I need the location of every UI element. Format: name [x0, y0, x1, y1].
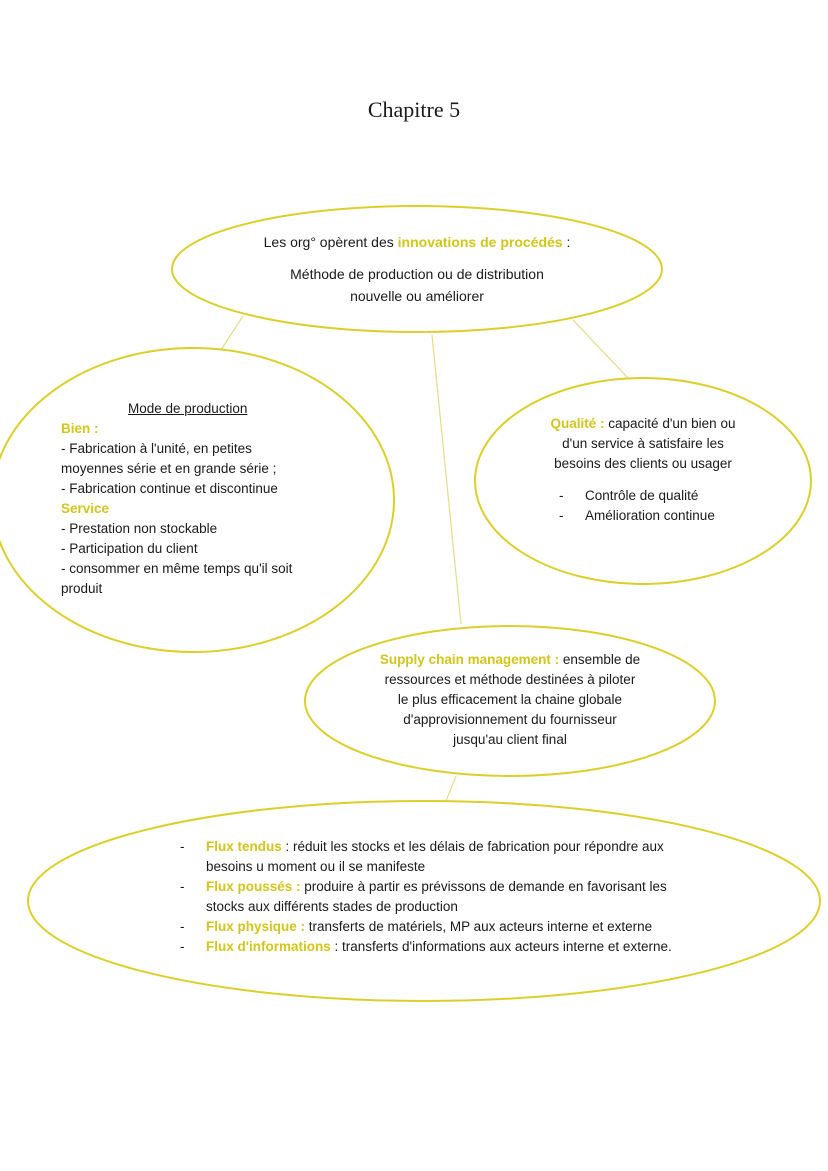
bien-label: Bien : [61, 421, 99, 436]
qualite-line1-text: capacité d'un bien ou [604, 416, 736, 431]
qualite-line2: d'un service à satisfaire les [562, 436, 724, 451]
ellipse-qualite [475, 378, 811, 584]
flux-text: produire à partir es prévissons de demande en favorisant les [300, 879, 667, 894]
flux-item-text [206, 917, 652, 937]
service-item: - consommer en même temps qu'il soit [61, 561, 293, 576]
bien-item: - Fabrication continue et discontinue [61, 481, 278, 496]
qualite-line1 [515, 414, 771, 434]
list-dash: - [180, 839, 185, 854]
flux-label: Flux physique : [206, 919, 306, 934]
supply-line2: ressources et méthode destinées à piloter [384, 672, 636, 687]
innovations-suffix: : [562, 234, 571, 250]
supply-line1-text: ensemble de [559, 652, 641, 667]
production-heading: Mode de production [128, 401, 248, 416]
connector-top-supply [432, 335, 461, 624]
innovations-prefix: Les org° opèrent des [263, 234, 398, 250]
supply-line1 [345, 650, 675, 670]
qualite-list-item [559, 506, 779, 526]
list-dash: - [559, 508, 564, 523]
connector-supply-flux [446, 776, 456, 801]
flux-text: : transferts d'informations aux acteurs interne et externe. [330, 939, 672, 954]
flux-item-text [206, 837, 664, 877]
flux-label: Flux poussés : [206, 879, 301, 894]
supply-line3: le plus efficacement la chaine globale [397, 692, 623, 707]
flux-item [180, 837, 720, 877]
flux-text-cont: besoins u moment ou il se manifeste [206, 859, 426, 874]
flux-list [180, 837, 720, 957]
qualite-text [515, 414, 771, 474]
qualite-list-item [559, 486, 779, 506]
flux-item [180, 937, 720, 957]
flux-item [180, 917, 720, 937]
production-text [61, 399, 391, 599]
list-dash: - [180, 879, 185, 894]
list-dash: - [559, 488, 564, 503]
connector-top-qualite [573, 320, 628, 378]
service-item: - Participation du client [61, 541, 198, 556]
list-dash: - [180, 919, 185, 934]
flux-text-cont: stocks aux différents stades de production [206, 899, 458, 914]
supply-label: Supply chain management : [379, 652, 560, 667]
page-title: Chapitre 5 [367, 97, 461, 122]
flux-item-text [206, 877, 667, 917]
supply-line5: jusqu'au client final [453, 732, 567, 747]
flux-label: Flux d'informations [206, 939, 331, 954]
qualite-item-text: Amélioration continue [585, 508, 715, 523]
innovations-line1 [197, 231, 637, 253]
flux-item-text [206, 937, 672, 957]
innovations-text [197, 231, 637, 307]
qualite-label: Qualité : [550, 416, 605, 431]
supply-text [345, 650, 675, 750]
bien-item: - Fabrication à l'unité, en petites [61, 441, 252, 456]
service-item: produit [61, 581, 103, 596]
flux-item [180, 877, 720, 917]
flux-text: transferts de matériels, MP aux acteurs interne et externe [305, 919, 653, 934]
flux-label: Flux tendus [206, 839, 282, 854]
flux-text: : réduit les stocks et les délais de fabrication pour répondre aux [281, 839, 664, 854]
qualite-line3: besoins des clients ou usager [554, 456, 732, 471]
qualite-item-text: Contrôle de qualité [585, 488, 699, 503]
service-item: - Prestation non stockable [61, 521, 218, 536]
qualite-list [559, 486, 779, 526]
connector-top-production [221, 316, 243, 350]
bien-item: moyennes série et en grande série ; [61, 461, 277, 476]
supply-line4: d'approvisionnement du fournisseur [403, 712, 617, 727]
innovations-line3: nouvelle ou améliorer [350, 288, 484, 304]
innovations-highlight: innovations de procédés [397, 234, 563, 250]
innovations-line2: Méthode de production ou de distribution [290, 266, 544, 282]
list-dash: - [180, 939, 185, 954]
service-label: Service [61, 501, 110, 516]
